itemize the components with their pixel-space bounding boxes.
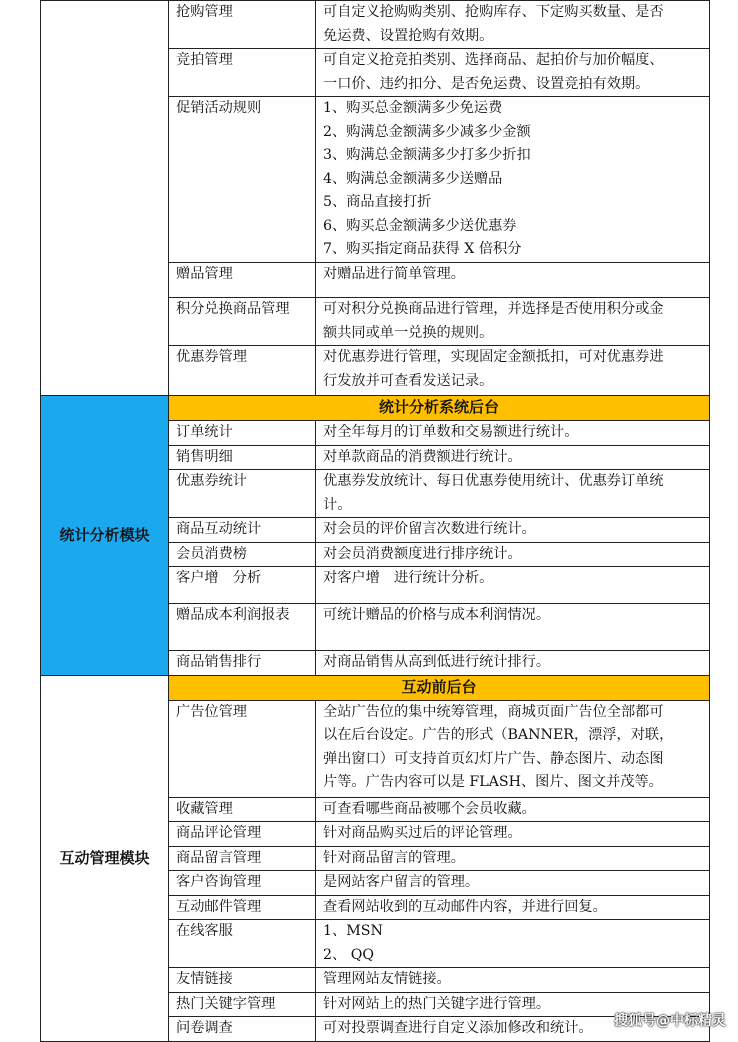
feature-desc: 查看网站收到的互动邮件内容，并进行回复。 bbox=[316, 895, 710, 920]
section-header-stats: 统计分析系统后台 bbox=[169, 396, 710, 421]
table-row bbox=[41, 1, 710, 49]
feature-name: 客户咨询管理 bbox=[169, 871, 316, 896]
table-row bbox=[41, 396, 710, 421]
module-cell-continued bbox=[41, 1, 169, 396]
feature-name: 互动邮件管理 bbox=[169, 895, 316, 920]
feature-name: 积分兑换商品管理 bbox=[169, 298, 316, 346]
feature-desc: 对会员的评价留言次数进行统计。 bbox=[316, 518, 710, 543]
feature-desc: 可对投票调查进行自定义添加修改和统计。 bbox=[316, 1017, 710, 1042]
feature-desc: 1、MSN 2、 QQ bbox=[316, 920, 710, 968]
feature-name: 友情链接 bbox=[169, 968, 316, 993]
feature-desc: 可查看哪些商品被哪个会员收藏。 bbox=[316, 797, 710, 822]
table-row bbox=[41, 676, 710, 701]
feature-name: 抢购管理 bbox=[169, 1, 316, 49]
feature-name: 商品评论管理 bbox=[169, 822, 316, 847]
feature-desc: 对全年每月的订单数和交易额进行统计。 bbox=[316, 421, 710, 446]
feature-desc: 可自定义抢竞拍类别、选择商品、起拍价与加价幅度、 一口价、违约扣分、是否免运费、设置竞拍有效期。 bbox=[316, 49, 710, 97]
feature-name: 订单统计 bbox=[169, 421, 316, 446]
feature-desc: 针对商品留言的管理。 bbox=[316, 846, 710, 871]
feature-desc: 可自定义抢购购类别、抢购库存、下定购买数量、是否 免运费、设置抢购有效期。 bbox=[316, 1, 710, 49]
module-interact: 互动管理模块 bbox=[41, 676, 169, 1042]
watermark: 搜狐号@中标精灵 bbox=[614, 1013, 726, 1029]
feature-name: 优惠券管理 bbox=[169, 346, 316, 396]
feature-name: 问卷调查 bbox=[169, 1017, 316, 1042]
feature-name: 赠品成本利润报表 bbox=[169, 604, 316, 651]
feature-name: 在线客服 bbox=[169, 920, 316, 968]
feature-desc: 对赠品进行简单管理。 bbox=[316, 263, 710, 298]
feature-name: 热门关键字管理 bbox=[169, 992, 316, 1017]
feature-desc: 1、购买总金额满多少免运费 2、购满总金额满多少减多少金额 3、购满总金额满多少打多少折扣 4、购满总金额满多少送赠品 5、商品直接打折 6、购买总金额满多少送优惠券 7、购买指定商品获得 X 倍积分 bbox=[316, 97, 710, 263]
feature-desc: 针对网站上的热门关键字进行管理。 bbox=[316, 992, 710, 1017]
feature-name: 商品销售排行 bbox=[169, 651, 316, 676]
feature-name: 促销活动规则 bbox=[169, 97, 316, 263]
feature-name: 竞拍管理 bbox=[169, 49, 316, 97]
feature-desc: 优惠券发放统计、每日优惠券使用统计、优惠券订单统 计。 bbox=[316, 470, 710, 518]
feature-desc: 对单款商品的消费额进行统计。 bbox=[316, 445, 710, 470]
spec-table bbox=[40, 0, 710, 1042]
feature-name: 优惠券统计 bbox=[169, 470, 316, 518]
feature-desc: 对商品销售从高到低进行统计排行。 bbox=[316, 651, 710, 676]
feature-desc: 可对积分兑换商品进行管理，并选择是否使用积分或金 额共同或单一兑换的规则。 bbox=[316, 298, 710, 346]
feature-desc: 可统计赠品的价格与成本利润情况。 bbox=[316, 604, 710, 651]
module-stats: 统计分析模块 bbox=[41, 396, 169, 676]
feature-name: 赠品管理 bbox=[169, 263, 316, 298]
feature-desc: 对优惠券进行管理，实现固定金额抵扣，可对优惠券进 行发放并可查看发送记录。 bbox=[316, 346, 710, 396]
feature-desc: 针对商品购买过后的评论管理。 bbox=[316, 822, 710, 847]
feature-name: 商品互动统计 bbox=[169, 518, 316, 543]
feature-desc: 管理网站友情链接。 bbox=[316, 968, 710, 993]
feature-name: 收藏管理 bbox=[169, 797, 316, 822]
feature-desc: 全站广告位的集中统筹管理，商城页面广告位全部都可 以在后台设定。广告的形式（BANNER，漂浮，对联， 弹出窗口）可支持首页幻灯片广告、静态图片、动态图 片等。广告内容可以是 FLASH、图片、图文并茂等。 bbox=[316, 700, 710, 797]
section-header-interact: 互动前后台 bbox=[169, 676, 710, 701]
feature-name: 会员消费榜 bbox=[169, 542, 316, 567]
feature-name: 客户增 分析 bbox=[169, 567, 316, 604]
feature-desc: 对客户增 进行统计分析。 bbox=[316, 567, 710, 604]
feature-name: 销售明细 bbox=[169, 445, 316, 470]
feature-name: 商品留言管理 bbox=[169, 846, 316, 871]
feature-desc: 是网站客户留言的管理。 bbox=[316, 871, 710, 896]
feature-desc: 对会员消费额度进行排序统计。 bbox=[316, 542, 710, 567]
feature-name: 广告位管理 bbox=[169, 700, 316, 797]
